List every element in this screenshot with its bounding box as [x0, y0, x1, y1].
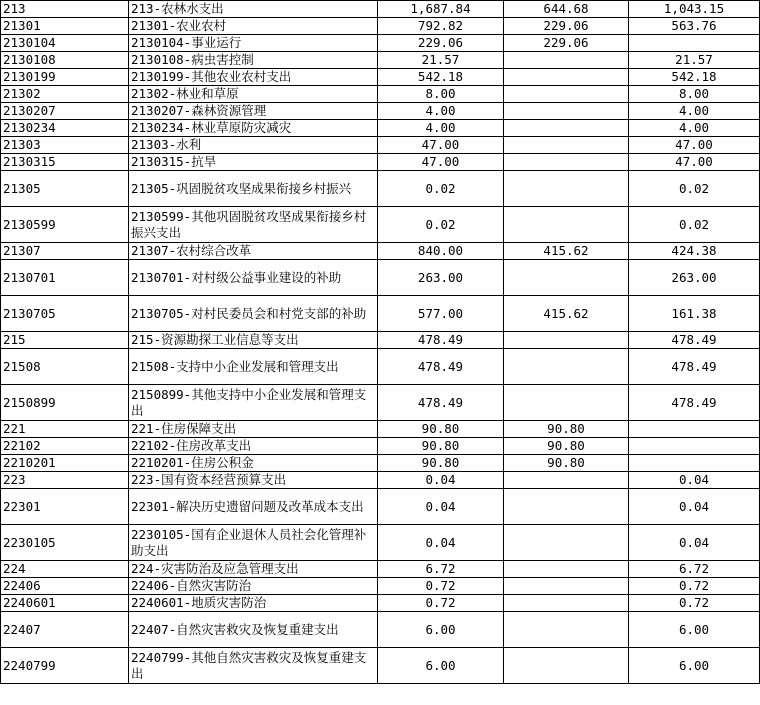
- name-cell: 22406-自然灾害防治: [129, 578, 378, 595]
- table-row: [1, 489, 760, 525]
- basic-cell: [504, 332, 629, 349]
- code-cell: 224: [1, 561, 129, 578]
- basic-cell: [504, 137, 629, 154]
- name-cell: 215-资源勘探工业信息等支出: [129, 332, 378, 349]
- table-row: [1, 260, 760, 296]
- project-cell: 478.49: [629, 332, 760, 349]
- total-cell: 6.00: [378, 648, 504, 684]
- basic-cell: 90.80: [504, 455, 629, 472]
- name-cell: 213-农林水支出: [129, 1, 378, 18]
- basic-cell: [504, 69, 629, 86]
- code-cell: 21301: [1, 18, 129, 35]
- code-cell: 2130599: [1, 207, 129, 243]
- total-cell: 6.00: [378, 612, 504, 648]
- name-cell: 21305-巩固脱贫攻坚成果衔接乡村振兴: [129, 171, 378, 207]
- table-row: [1, 18, 760, 35]
- project-cell: 424.38: [629, 243, 760, 260]
- basic-cell: [504, 171, 629, 207]
- basic-cell: 415.62: [504, 243, 629, 260]
- table-row: [1, 438, 760, 455]
- project-cell: 0.04: [629, 472, 760, 489]
- code-cell: 2240601: [1, 595, 129, 612]
- name-cell: 223-国有资本经营预算支出: [129, 472, 378, 489]
- name-cell: 2130599-其他巩固脱贫攻坚成果衔接乡村振兴支出: [129, 207, 378, 243]
- code-cell: 22407: [1, 612, 129, 648]
- name-cell: 2240601-地质灾害防治: [129, 595, 378, 612]
- code-cell: 213: [1, 1, 129, 18]
- basic-cell: [504, 489, 629, 525]
- code-cell: 21302: [1, 86, 129, 103]
- basic-cell: [504, 578, 629, 595]
- basic-cell: 90.80: [504, 438, 629, 455]
- code-cell: 22301: [1, 489, 129, 525]
- basic-cell: [504, 525, 629, 561]
- name-cell: 21307-农村综合改革: [129, 243, 378, 260]
- total-cell: 90.80: [378, 455, 504, 472]
- basic-cell: 644.68: [504, 1, 629, 18]
- table-row: [1, 332, 760, 349]
- code-cell: 2150899: [1, 385, 129, 421]
- table-row: [1, 86, 760, 103]
- total-cell: 478.49: [378, 349, 504, 385]
- total-cell: 840.00: [378, 243, 504, 260]
- project-cell: 0.04: [629, 525, 760, 561]
- project-cell: 6.00: [629, 648, 760, 684]
- total-cell: 4.00: [378, 103, 504, 120]
- code-cell: 2240799: [1, 648, 129, 684]
- code-cell: 2210201: [1, 455, 129, 472]
- total-cell: 47.00: [378, 137, 504, 154]
- code-cell: 2130207: [1, 103, 129, 120]
- basic-cell: [504, 385, 629, 421]
- project-cell: 21.57: [629, 52, 760, 69]
- basic-cell: [504, 612, 629, 648]
- total-cell: 0.72: [378, 595, 504, 612]
- basic-cell: [504, 595, 629, 612]
- name-cell: 224-灾害防治及应急管理支出: [129, 561, 378, 578]
- name-cell: 2130207-森林资源管理: [129, 103, 378, 120]
- code-cell: 2230105: [1, 525, 129, 561]
- project-cell: 161.38: [629, 296, 760, 332]
- basic-cell: [504, 154, 629, 171]
- basic-cell: [504, 103, 629, 120]
- project-cell: 563.76: [629, 18, 760, 35]
- name-cell: 21508-支持中小企业发展和管理支出: [129, 349, 378, 385]
- project-cell: 1,043.15: [629, 1, 760, 18]
- table-row: [1, 120, 760, 137]
- table-row: [1, 52, 760, 69]
- project-cell: [629, 438, 760, 455]
- total-cell: 0.72: [378, 578, 504, 595]
- code-cell: 2130701: [1, 260, 129, 296]
- table-row: [1, 612, 760, 648]
- table-row: [1, 561, 760, 578]
- name-cell: 221-住房保障支出: [129, 421, 378, 438]
- budget-table-body: [1, 1, 760, 684]
- name-cell: 2130234-林业草原防灾减灾: [129, 120, 378, 137]
- project-cell: 0.02: [629, 207, 760, 243]
- basic-cell: [504, 207, 629, 243]
- project-cell: 0.02: [629, 171, 760, 207]
- code-cell: 21508: [1, 349, 129, 385]
- name-cell: 2230105-国有企业退休人员社会化管理补助支出: [129, 525, 378, 561]
- table-row: [1, 525, 760, 561]
- basic-cell: 229.06: [504, 35, 629, 52]
- table-row: [1, 69, 760, 86]
- table-row: [1, 578, 760, 595]
- table-row: [1, 243, 760, 260]
- code-cell: 223: [1, 472, 129, 489]
- code-cell: 21303: [1, 137, 129, 154]
- code-cell: 2130315: [1, 154, 129, 171]
- table-row: [1, 472, 760, 489]
- name-cell: 22102-住房改革支出: [129, 438, 378, 455]
- basic-cell: [504, 349, 629, 385]
- name-cell: 21301-农业农村: [129, 18, 378, 35]
- code-cell: 2130234: [1, 120, 129, 137]
- basic-cell: [504, 561, 629, 578]
- code-cell: 2130705: [1, 296, 129, 332]
- basic-cell: 415.62: [504, 296, 629, 332]
- code-cell: 2130108: [1, 52, 129, 69]
- table-row: [1, 296, 760, 332]
- name-cell: 2210201-住房公积金: [129, 455, 378, 472]
- total-cell: 0.04: [378, 489, 504, 525]
- project-cell: 6.00: [629, 612, 760, 648]
- project-cell: 6.72: [629, 561, 760, 578]
- project-cell: 0.72: [629, 595, 760, 612]
- basic-cell: [504, 648, 629, 684]
- name-cell: 2150899-其他支持中小企业发展和管理支出: [129, 385, 378, 421]
- table-row: [1, 35, 760, 52]
- project-cell: 0.72: [629, 578, 760, 595]
- code-cell: 2130104: [1, 35, 129, 52]
- total-cell: 478.49: [378, 332, 504, 349]
- basic-cell: [504, 52, 629, 69]
- total-cell: 577.00: [378, 296, 504, 332]
- total-cell: 542.18: [378, 69, 504, 86]
- code-cell: 22406: [1, 578, 129, 595]
- project-cell: [629, 35, 760, 52]
- code-cell: 21305: [1, 171, 129, 207]
- project-cell: 4.00: [629, 103, 760, 120]
- table-row: [1, 154, 760, 171]
- table-row: [1, 171, 760, 207]
- project-cell: [629, 421, 760, 438]
- table-row: [1, 349, 760, 385]
- total-cell: 0.02: [378, 171, 504, 207]
- total-cell: 90.80: [378, 438, 504, 455]
- code-cell: 21307: [1, 243, 129, 260]
- name-cell: 2130705-对村民委员会和村党支部的补助: [129, 296, 378, 332]
- name-cell: 22301-解决历史遗留问题及改革成本支出: [129, 489, 378, 525]
- table-row: [1, 207, 760, 243]
- name-cell: 22407-自然灾害救灾及恢复重建支出: [129, 612, 378, 648]
- name-cell: 21302-林业和草原: [129, 86, 378, 103]
- name-cell: 2130199-其他农业农村支出: [129, 69, 378, 86]
- basic-cell: [504, 120, 629, 137]
- project-cell: 478.49: [629, 349, 760, 385]
- table-row: [1, 1, 760, 18]
- project-cell: 0.04: [629, 489, 760, 525]
- table-row: [1, 421, 760, 438]
- total-cell: 4.00: [378, 120, 504, 137]
- total-cell: 263.00: [378, 260, 504, 296]
- total-cell: 792.82: [378, 18, 504, 35]
- table-row: [1, 103, 760, 120]
- table-row: [1, 595, 760, 612]
- total-cell: 21.57: [378, 52, 504, 69]
- total-cell: 90.80: [378, 421, 504, 438]
- name-cell: 21303-水利: [129, 137, 378, 154]
- project-cell: 478.49: [629, 385, 760, 421]
- code-cell: 221: [1, 421, 129, 438]
- project-cell: 47.00: [629, 137, 760, 154]
- total-cell: 229.06: [378, 35, 504, 52]
- code-cell: 2130199: [1, 69, 129, 86]
- name-cell: 2240799-其他自然灾害救灾及恢复重建支出: [129, 648, 378, 684]
- name-cell: 2130701-对村级公益事业建设的补助: [129, 260, 378, 296]
- project-cell: [629, 455, 760, 472]
- name-cell: 2130108-病虫害控制: [129, 52, 378, 69]
- total-cell: 0.02: [378, 207, 504, 243]
- total-cell: 6.72: [378, 561, 504, 578]
- basic-cell: 90.80: [504, 421, 629, 438]
- project-cell: 263.00: [629, 260, 760, 296]
- project-cell: 542.18: [629, 69, 760, 86]
- code-cell: 215: [1, 332, 129, 349]
- basic-cell: [504, 86, 629, 103]
- total-cell: 0.04: [378, 525, 504, 561]
- total-cell: 1,687.84: [378, 1, 504, 18]
- basic-cell: [504, 260, 629, 296]
- total-cell: 0.04: [378, 472, 504, 489]
- basic-cell: 229.06: [504, 18, 629, 35]
- table-row: [1, 455, 760, 472]
- name-cell: 2130315-抗旱: [129, 154, 378, 171]
- total-cell: 47.00: [378, 154, 504, 171]
- basic-cell: [504, 472, 629, 489]
- table-row: [1, 385, 760, 421]
- name-cell: 2130104-事业运行: [129, 35, 378, 52]
- project-cell: 47.00: [629, 154, 760, 171]
- project-cell: 8.00: [629, 86, 760, 103]
- total-cell: 8.00: [378, 86, 504, 103]
- code-cell: 22102: [1, 438, 129, 455]
- project-cell: 4.00: [629, 120, 760, 137]
- table-row: [1, 648, 760, 684]
- total-cell: 478.49: [378, 385, 504, 421]
- table-row: [1, 137, 760, 154]
